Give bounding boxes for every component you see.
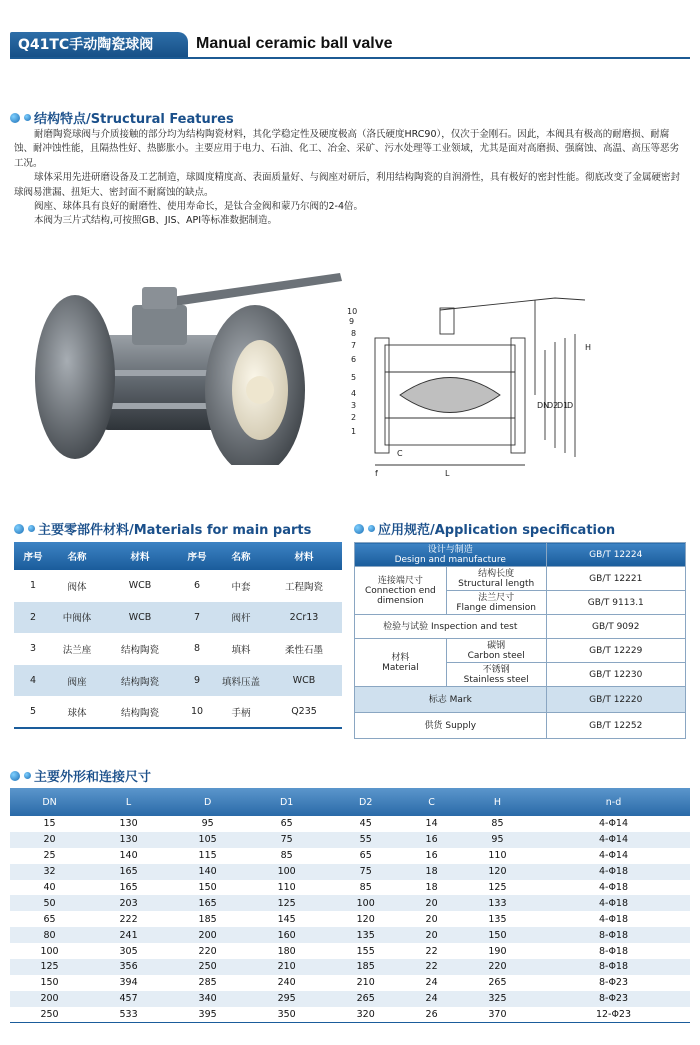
table-row: [355, 639, 686, 663]
table-cell: 285: [198, 977, 217, 989]
table-cell: 球体: [67, 707, 87, 719]
table-cell: [446, 591, 546, 615]
dimension-label: D: [567, 401, 574, 410]
table-cell: 22: [405, 959, 458, 975]
table-cell: 5: [29, 706, 37, 718]
table-cell: 325: [458, 991, 537, 1007]
features-paragraph: 球体采用先进研磨设备及工艺制造，球圆度精度高、表面质量好、与阀座对研后，利用结构陶瓷的自润滑性，具有极好的密封性能。彻底改变了金属硬密封球阀易泄漏、扭矩大、密封面不耐腐蚀的缺点。: [14, 172, 681, 198]
table-cell: 295: [247, 991, 326, 1007]
table-cell: 210: [356, 977, 375, 989]
table-cell: 180: [277, 945, 296, 957]
table-cell: 100: [247, 864, 326, 880]
table-cell: 200: [10, 991, 89, 1007]
table-cell: WCB: [128, 580, 152, 592]
table-cell: 160: [247, 927, 326, 943]
features-paragraph: 阀座、球体具有良好的耐磨性、使用寿命长，是钛合金阀和蒙乃尔阀的2-4倍。: [34, 201, 364, 213]
flange-cn: 法兰尺寸: [478, 592, 515, 603]
dimensions-body: [10, 816, 690, 1023]
table-cell: 125: [10, 959, 89, 975]
column-header: D1: [247, 788, 326, 816]
table-cell: 200: [168, 927, 247, 943]
struct-en: Structural length: [458, 578, 535, 589]
column-header: D2: [326, 788, 405, 816]
table-row: [355, 543, 686, 567]
table-cell: 工程陶瓷: [284, 581, 323, 593]
table-row: [10, 991, 690, 1007]
table-row: [355, 713, 686, 739]
table-cell: 140: [168, 864, 247, 880]
table-cell: 80: [10, 927, 89, 943]
table-cell: 150: [198, 882, 217, 893]
table-cell: 210: [247, 959, 326, 975]
dimension-label: DN: [537, 401, 550, 410]
part-number-label: 2: [351, 413, 357, 422]
features-heading-text: 结构特点/Structural Features: [34, 112, 234, 127]
table-cell: 120: [458, 864, 537, 880]
table-row: [355, 687, 686, 713]
bullet-icon: [24, 114, 31, 121]
table-cell: [355, 567, 447, 615]
table-cell: 阀杆: [216, 602, 266, 634]
table-cell: 220: [458, 959, 537, 975]
table-cell: 133: [458, 895, 537, 911]
table-cell: GB/T 12224: [546, 543, 685, 567]
table-cell: 26: [425, 1008, 438, 1020]
dimensions-table: [10, 788, 690, 1023]
table-cell: 203: [89, 895, 168, 911]
table-cell: 150: [458, 927, 537, 943]
dimensions-heading: [10, 766, 151, 785]
table-row: [10, 975, 690, 991]
part-number-label: 9: [349, 317, 355, 326]
bullet-icon: [10, 113, 20, 123]
dimension-label: D1: [557, 401, 569, 410]
conn-cn: 连接端尺寸: [377, 575, 423, 586]
stainless-en: Stainless steel: [463, 674, 529, 685]
table-cell: 190: [488, 945, 507, 957]
table-cell: 阀体: [67, 581, 87, 593]
table-cell: 130: [119, 818, 138, 830]
table-cell: 20: [405, 927, 458, 943]
table-cell: 65: [280, 818, 293, 830]
dimension-label: D2: [547, 401, 559, 410]
column-header: 材料: [102, 542, 178, 570]
table-cell: 222: [119, 913, 138, 925]
table-cell: 125: [247, 895, 326, 911]
table-cell: GB/T 9092: [546, 615, 685, 639]
table-cell: 2Cr13: [266, 602, 342, 634]
table-cell: 4-Φ14: [598, 850, 629, 862]
design-cn: 设计与制造: [427, 544, 473, 555]
table-cell: GB/T 12230: [546, 663, 685, 687]
dimension-label: C: [397, 449, 403, 458]
table-cell: 8-Φ18: [537, 959, 690, 975]
table-cell: 125: [488, 882, 507, 893]
table-cell: WCB: [102, 602, 178, 634]
table-cell: 240: [277, 977, 296, 989]
table-cell: 结构陶瓷: [120, 644, 159, 656]
materials-table: [14, 542, 342, 729]
part-number-label: 3: [351, 401, 357, 410]
table-cell: 55: [326, 832, 405, 848]
dimensions-heading-text: 主要外形和连接尺寸: [34, 770, 152, 785]
valve-photo: [20, 265, 345, 465]
table-cell: 8-Φ18: [537, 927, 690, 943]
table-cell: 340: [168, 991, 247, 1007]
column-header: n-d: [537, 788, 690, 816]
table-cell: 220: [198, 945, 217, 957]
dimension-label: H: [585, 343, 592, 352]
table-row: [10, 864, 690, 880]
table-cell: 185: [326, 959, 405, 975]
table-cell: 10: [190, 706, 204, 718]
table-cell: 4-Φ18: [598, 913, 629, 925]
table-cell: 填料: [231, 644, 251, 656]
table-cell: 柔性石墨: [284, 644, 323, 656]
table-cell: WCB: [266, 665, 342, 697]
application-table: [354, 542, 686, 739]
table-cell: 4: [14, 665, 52, 697]
table-cell: 150: [40, 977, 59, 989]
table-cell: 法兰座: [62, 644, 92, 656]
table-cell: 265: [326, 991, 405, 1007]
table-row: [10, 911, 690, 927]
table-cell: 320: [356, 1008, 375, 1020]
table-cell: 65: [359, 850, 372, 862]
table-row: [10, 927, 690, 943]
dimension-label: L: [445, 469, 450, 478]
bullet-icon: [14, 524, 24, 534]
table-cell: 394: [119, 977, 138, 989]
table-cell: 85: [280, 850, 293, 862]
table-cell: 1: [29, 580, 37, 592]
table-cell: 75: [326, 864, 405, 880]
table-cell: 40: [43, 882, 56, 893]
table-cell: 20: [425, 913, 438, 925]
table-row: [10, 816, 690, 832]
table-row: [14, 570, 342, 602]
table-cell: 45: [359, 818, 372, 830]
table-cell: 检验与试验 Inspection and test: [355, 615, 547, 639]
table-cell: 阀座: [52, 665, 102, 697]
table-cell: 20: [405, 895, 458, 911]
table-row: [14, 633, 342, 665]
table-cell: 32: [10, 864, 89, 880]
table-cell: 135: [488, 913, 507, 925]
application-heading: [354, 519, 615, 538]
column-header: 材料: [266, 542, 342, 570]
bullet-icon: [368, 525, 375, 532]
header-title: Manual ceramic ball valve: [196, 35, 393, 52]
conn-en: Connection end dimension: [365, 585, 436, 606]
materials-heading-text: 主要零部件材料/Materials for main parts: [38, 523, 312, 538]
table-cell: 110: [488, 850, 507, 862]
bullet-icon: [24, 772, 31, 779]
table-cell: [446, 663, 546, 687]
table-cell: 4-Φ14: [598, 818, 629, 830]
table-cell: 4-Φ14: [537, 832, 690, 848]
column-header: DN: [10, 788, 89, 816]
table-cell: 中套: [231, 581, 251, 593]
table-cell: 145: [277, 913, 296, 925]
table-cell: 4-Φ18: [537, 895, 690, 911]
bullet-icon: [28, 525, 35, 532]
table-cell: 250: [40, 1008, 59, 1020]
table-cell: 75: [247, 832, 326, 848]
column-header: 名称: [52, 542, 102, 570]
header-rule: [10, 57, 690, 59]
table-row: [10, 943, 690, 959]
table-cell: 105: [168, 832, 247, 848]
dimension-label: f: [375, 469, 378, 478]
table-cell: 结构陶瓷: [102, 665, 178, 697]
table-cell: 50: [10, 895, 89, 911]
table-row: [14, 696, 342, 728]
table-cell: 18: [405, 864, 458, 880]
table-cell: 供货 Supply: [355, 713, 547, 739]
table-cell: 24: [425, 977, 438, 989]
valve-drawing: [345, 290, 690, 480]
table-row: [10, 1007, 690, 1023]
flange-en: Flange dimension: [456, 602, 536, 613]
table-cell: 110: [277, 882, 296, 893]
material-en: Material: [382, 662, 419, 673]
part-number-label: 1: [351, 427, 357, 436]
features-paragraph: 本阀为三片式结构,可按照GB、JIS、API等标准数据制造。: [34, 215, 278, 227]
table-cell: 165: [119, 882, 138, 893]
table-cell: 95: [201, 818, 214, 830]
table-cell: [355, 543, 547, 567]
table-cell: 4-Φ18: [598, 882, 629, 893]
table-cell: 2: [14, 602, 52, 634]
table-cell: 155: [356, 945, 375, 957]
material-cn: 材料: [391, 652, 410, 663]
part-number-label: 8: [351, 329, 357, 338]
table-cell: 165: [89, 864, 168, 880]
stainless-cn: 不锈钢: [482, 664, 510, 675]
features-paragraph: 耐磨陶瓷球阀与介质接触的部分均为结构陶瓷材料，其化学稳定性及硬度极高（洛氏硬度HRC90），仅次于金刚石。因此，本阀具有极高的耐磨损、耐腐蚀、耐冲蚀性能，且隔热性好、热膨胀小。主要应用于电力、石油、化工、冶金、采矿、污水处理等工业领域，尤其是面对高磨损、强腐蚀、高温、高压等恶劣工况。: [14, 129, 680, 169]
table-cell: GB/T 12229: [546, 639, 685, 663]
table-cell: 18: [425, 882, 438, 893]
column-header: 序号: [178, 542, 216, 570]
table-row: [14, 602, 342, 634]
table-row: [10, 832, 690, 848]
table-cell: 120: [356, 913, 375, 925]
table-cell: GB/T 12252: [546, 713, 685, 739]
column-header: 名称: [216, 542, 266, 570]
column-header: 序号: [14, 542, 52, 570]
table-cell: Q235: [291, 706, 317, 718]
materials-heading: [14, 519, 311, 538]
table-cell: 8-Φ23: [598, 977, 629, 989]
table-cell: 12-Φ23: [595, 1008, 632, 1020]
design-en: Design and manufacture: [394, 554, 506, 565]
table-cell: 16: [405, 832, 458, 848]
part-number-label: 6: [351, 355, 357, 364]
struct-cn: 结构长度: [478, 568, 515, 579]
table-cell: 250: [168, 959, 247, 975]
table-cell: 7: [178, 602, 216, 634]
carbon-cn: 碳钢: [487, 640, 506, 651]
table-cell: 3: [29, 643, 37, 655]
features-heading: [10, 108, 234, 127]
features-text: [14, 128, 686, 229]
table-row: [10, 848, 690, 864]
table-cell: 22: [425, 945, 438, 957]
part-number-label: 7: [351, 341, 357, 350]
table-cell: 15: [43, 818, 56, 830]
table-cell: 标志 Mark: [355, 687, 547, 713]
bullet-icon: [354, 524, 364, 534]
table-cell: 100: [40, 945, 59, 957]
table-cell: 241: [89, 927, 168, 943]
bullet-icon: [10, 771, 20, 781]
table-cell: 8-Φ18: [598, 945, 629, 957]
carbon-en: Carbon steel: [467, 650, 525, 661]
table-cell: 165: [168, 895, 247, 911]
table-cell: 14: [425, 818, 438, 830]
table-row: [355, 567, 686, 591]
table-cell: 100: [326, 895, 405, 911]
table-cell: [446, 567, 546, 591]
part-number-label: 5: [351, 373, 357, 382]
table-cell: 370: [488, 1008, 507, 1020]
table-cell: 20: [10, 832, 89, 848]
table-cell: 350: [277, 1008, 296, 1020]
application-heading-text: 应用规范/Application specification: [378, 523, 616, 538]
table-cell: 533: [119, 1008, 138, 1020]
table-cell: 457: [89, 991, 168, 1007]
table-cell: 中阀体: [52, 602, 102, 634]
table-cell: 填料压盖: [216, 665, 266, 697]
table-cell: [446, 639, 546, 663]
table-cell: 130: [89, 832, 168, 848]
table-cell: 140: [119, 850, 138, 862]
table-cell: 手柄: [231, 707, 251, 719]
table-row: [355, 615, 686, 639]
table-cell: 95: [458, 832, 537, 848]
table-cell: 9: [178, 665, 216, 697]
table-cell: 305: [119, 945, 138, 957]
page-header: [10, 32, 690, 58]
table-row: [10, 895, 690, 911]
table-cell: 25: [43, 850, 56, 862]
table-cell: 65: [43, 913, 56, 925]
table-cell: 24: [405, 991, 458, 1007]
table-row: [10, 959, 690, 975]
table-cell: 356: [89, 959, 168, 975]
part-number-label: 10: [347, 307, 358, 316]
table-cell: 4-Φ18: [537, 864, 690, 880]
column-header: D: [168, 788, 247, 816]
column-header: C: [405, 788, 458, 816]
table-cell: 6: [193, 580, 201, 592]
table-cell: GB/T 12221: [546, 567, 685, 591]
table-row: [10, 880, 690, 896]
table-cell: 265: [488, 977, 507, 989]
column-header: L: [89, 788, 168, 816]
table-cell: 85: [491, 818, 504, 830]
table-cell: 115: [198, 850, 217, 862]
header-tab: Q41TC手动陶瓷球阀: [10, 32, 188, 58]
table-cell: 85: [359, 882, 372, 893]
column-header: H: [458, 788, 537, 816]
table-cell: GB/T 9113.1: [546, 591, 685, 615]
table-cell: 8: [193, 643, 201, 655]
part-number-label: 4: [351, 389, 357, 398]
table-cell: 16: [425, 850, 438, 862]
table-cell: 8-Φ23: [537, 991, 690, 1007]
table-cell: GB/T 12220: [546, 687, 685, 713]
table-row: [14, 665, 342, 697]
table-cell: 135: [326, 927, 405, 943]
table-cell: [355, 639, 447, 687]
table-cell: 395: [198, 1008, 217, 1020]
table-cell: 结构陶瓷: [120, 707, 159, 719]
table-cell: 185: [198, 913, 217, 925]
